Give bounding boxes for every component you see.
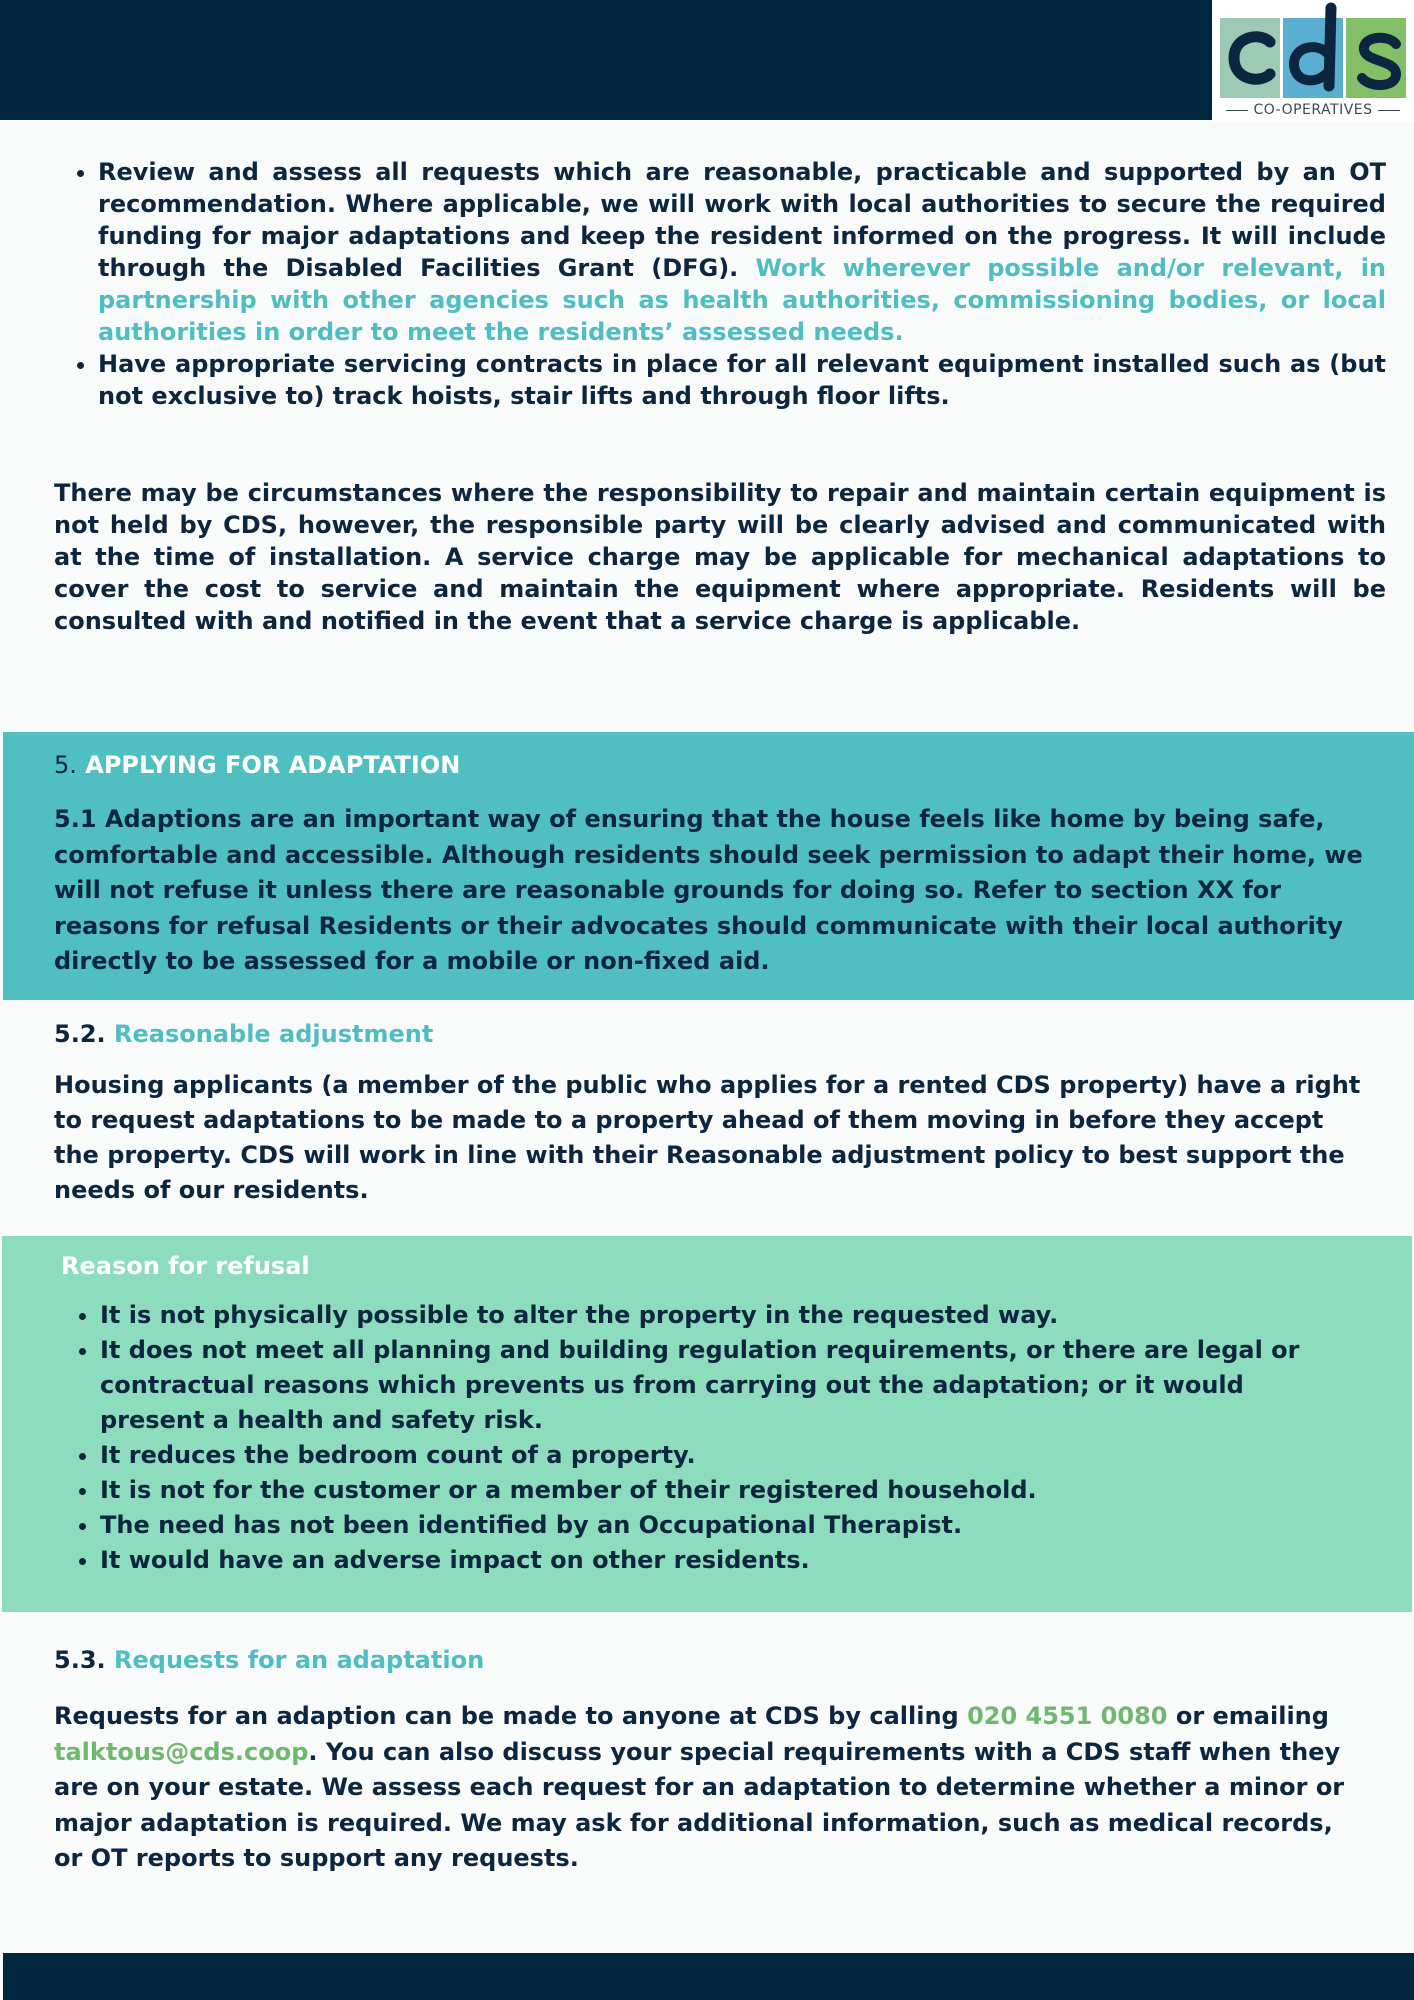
logo-tagline: CO-OPERATIVES [1212,102,1414,118]
list-item: • It is not physically possible to alter the property in the requested way. [100,1298,1354,1333]
bullet-text-highlight: Work wherever possible and/or relevant, in partnership with other agencies such as health authorities, commissioning bodies, or local authorities in order to meet the residents’ assessed needs. [98,254,1387,346]
section-5-heading [54,748,1354,782]
list-item: • It would have an adverse impact on other residents. [100,1543,1354,1578]
list-item [98,156,1386,348]
footer-bar [3,1953,1414,2000]
section-5-3-heading [54,1642,1354,1678]
header-bar [0,0,1414,120]
section-number: 5. [54,751,77,779]
logo-letters [1212,0,1414,100]
cds-logo [1212,0,1414,122]
section-title: Reasonable adjustment [114,1020,434,1048]
refusal-list [54,1298,1354,1578]
section-number: 5.3. [54,1646,106,1674]
refusal-panel [2,1236,1412,1612]
list-item: • It reduces the bedroom count of a property. [100,1438,1354,1473]
email-link[interactable]: talktous@cds.coop [54,1737,309,1766]
section-5-panel [3,732,1414,1000]
bullet-text: Have appropriate servicing contracts in place for all relevant equipment installed such as (but not exclusive to) track hoists, stair lifts and through floor lifts. [98,350,1386,410]
body-text: . You can also discuss your special requirements with a CDS staff when they are on your estate. We assess each request for an adaptation to determine whether a minor or major adaptation is required. We may ask for additional information, such as medical records, or OT reports to support any requests. [54,1737,1345,1872]
section-5-2-heading [54,1016,1354,1052]
section-5-3-body [54,1699,1364,1877]
section-title: APPLYING FOR ADAPTATION [85,751,461,779]
body-text: Requests for an adaption can be made to anyone at CDS by calling [54,1702,968,1730]
section-5-2-body: Housing applicants (a member of the public who applies for a rented CDS property) have a right to request adaptations to be made to a property ahead of them moving in before they accept the property. CDS will work in line with their Reasonable adjustment policy to best support the needs of our residents. [54,1071,1361,1204]
section-title: Requests for an adaptation [114,1646,485,1674]
phone-number[interactable]: 020 4551 0080 [967,1702,1168,1730]
list-item: • The need has not been identified by an Occupational Therapist. [100,1508,1354,1543]
section-5-body: 5.1 Adaptions are an important way of ensuring that the house feels like home by being safe, comfortable and accessible. Although residents should seek permission to adapt their home, we will not refuse it unless there are reasonable grounds for doing so. Refer to section XX for reasons for refusal Residents or their advocates should communicate with their local authority directly to be assessed for a mobile or non-fixed aid. [54,805,1363,975]
responsibility-paragraph: There may be circumstances where the responsibility to repair and maintain certain equipment is not held by CDS, however, the responsible party will be clearly advised and communicated with at the time of installation. A service charge may be applicable for mechanical adaptations to cover the cost to service and maintain the equipment where appropriate. Residents will be consulted with and notified in the event that a service charge is applicable. [54,479,1386,635]
intro-bullet-list [52,156,1386,412]
bullet-text: Review and assess all requests which are reasonable, practicable and supported by an OT recommendation. Where applicable, we will work with local authorities to secure the required funding for major adaptations and keep the resident informed on the progress. It will include through the Disabled Facilities Grant (DFG). [98,158,1386,282]
list-item: • It is not for the customer or a member of their registered household. [100,1473,1354,1508]
refusal-title: Reason for refusal [61,1252,310,1280]
list-item [98,348,1386,412]
body-text: or emailing [1167,1702,1329,1730]
list-item: • It does not meet all planning and building regulation requirements, or there are legal or contractual reasons which prevents us from carrying out the adaptation; or it would present a health and safety risk. [100,1333,1354,1438]
section-number: 5.2. [54,1020,106,1048]
